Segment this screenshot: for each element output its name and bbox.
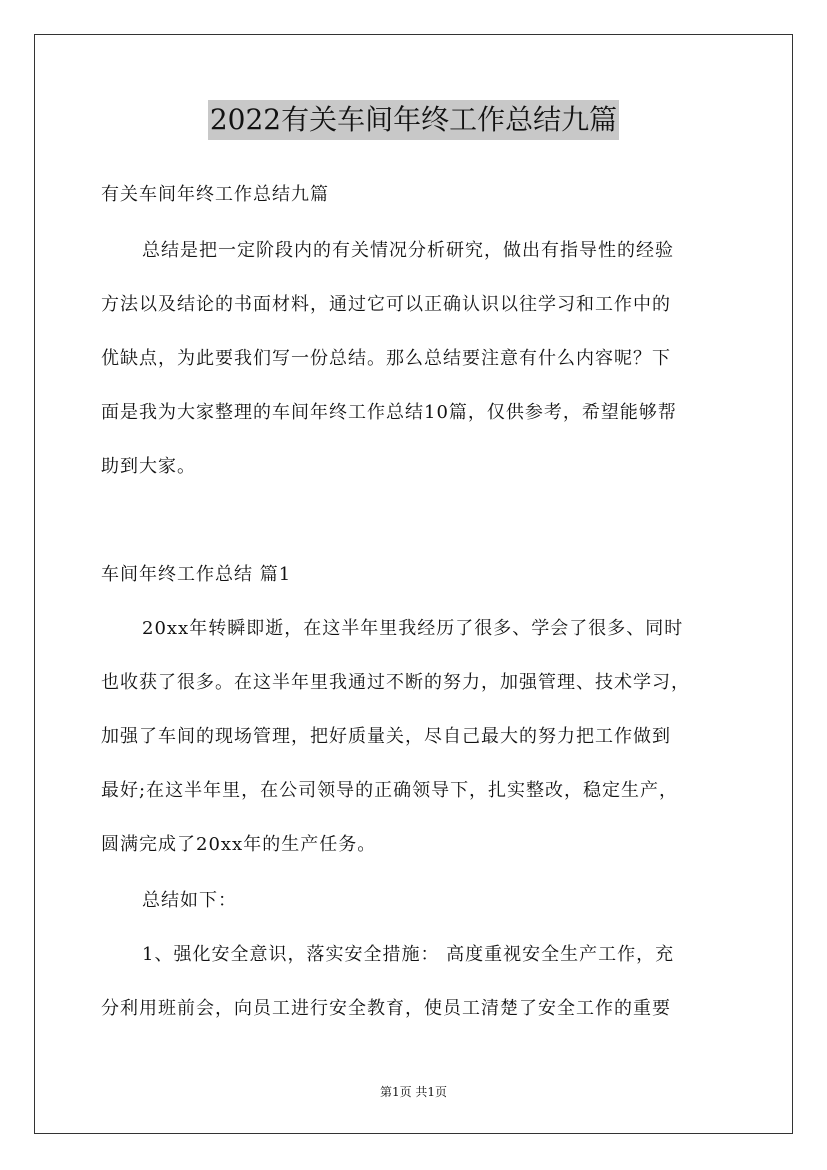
summary-label: 总结如下： <box>142 890 237 911</box>
document-title: 2022有关车间年终工作总结九篇 <box>208 100 619 140</box>
intro-line: 优缺点，为此要我们写一份总结。那么总结要注意有什么内容呢？下 <box>101 348 671 369</box>
point-line: 分利用班前会，向员工进行安全教育，使员工清楚了安全工作的重要 <box>101 998 671 1019</box>
document-subtitle: 有关车间年终工作总结九篇 <box>101 184 329 205</box>
paragraph-line: 最好;在这半年里，在公司领导的正确领导下，扎实整改，稳定生产， <box>101 780 679 801</box>
intro-line: 面是我为大家整理的车间年终工作总结10篇，仅供参考，希望能够帮 <box>101 402 677 423</box>
paragraph-line: 加强了车间的现场管理，把好质量关，尽自己最大的努力把工作做到 <box>101 726 671 747</box>
paragraph-line: 也收获了很多。在这半年里我通过不断的努力，加强管理、技术学习， <box>101 672 690 693</box>
title-container <box>0 100 827 140</box>
paragraph-line: 圆满完成了20xx年的生产任务。 <box>101 834 377 855</box>
intro-line: 总结是把一定阶段内的有关情况分析研究，做出有指导性的经验 <box>142 240 674 261</box>
intro-line: 助到大家。 <box>101 456 196 477</box>
page-footer: 第1页 共1页 <box>379 1085 448 1099</box>
intro-line: 方法以及结论的书面材料，通过它可以正确认识以往学习和工作中的 <box>101 294 671 315</box>
point-line: 1、强化安全意识，落实安全措施： 高度重视安全生产工作，充 <box>142 944 675 965</box>
paragraph-line: 20xx年转瞬即逝，在这半年里我经历了很多、学会了很多、同时 <box>142 618 684 639</box>
section-heading: 车间年终工作总结 篇1 <box>101 564 292 585</box>
